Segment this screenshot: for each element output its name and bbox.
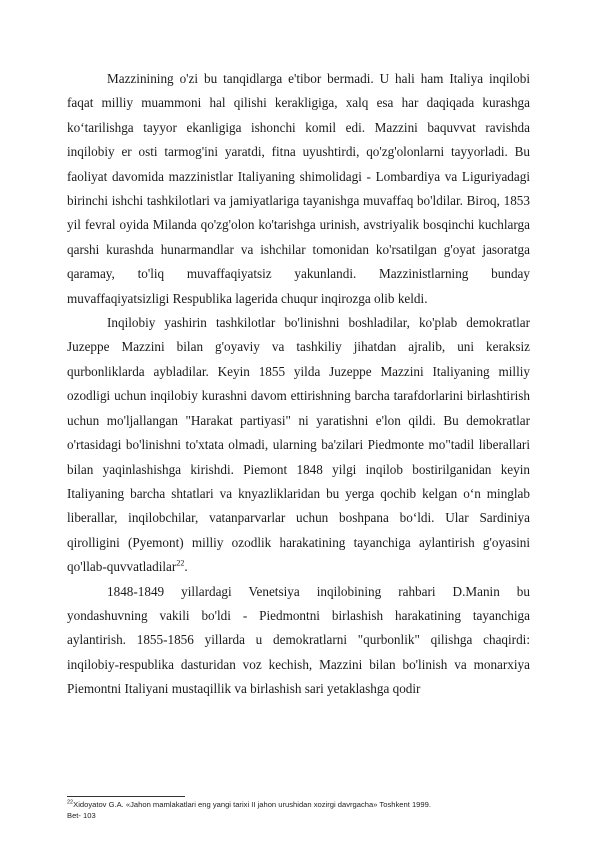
paragraph-2 <box>67 311 530 579</box>
footnote-line-2: Bet- 103 <box>67 811 96 820</box>
paragraph-2-text: Inqilobiy yashirin tashkilotlar bo'linishni boshladilar, ko'plab demokratlar Juzeppe Mazzini bilan g'oyaviy va tashkiliy jihatdan ajralib, uni keraksiz qurbonliklarda aybladilar. Keyin 1855 yilda Juzeppe Mazzini Italiyaning milliy ozodligi uchun inqilobiy kurashni davom ettirishning barcha tarafdorlarini birlashtirish uchun mo'ljallangan "Harakat partiyasi" ni yaratishni e'lon qildi. Bu demokratlar o'rtasidagi bo'linishni to'xtata olmadi, ularning ba'zilari Piedmonte mo"tadil liberallari bilan yaqinlashishga kirishdi. Piemont 1848 yilgi inqilob bostirilganidan keyin Italiyaning barcha shtatlari va knyazliklaridan bu yerga qochib kelgan o‘n minglab liberallar, inqilobchilar, vatanparvarlar uchun boshpana bo‘ldi. Ular Sardiniya qirolligini (Pyemont) milliy ozodlik harakatining tayanchiga aylantirish g'oyasini qo'llab-quvvatladilar <box>67 315 530 575</box>
paragraph-3 <box>67 580 530 702</box>
footnote-citation: Xidoyatov G.A. «Jahon mamlakatlari eng yangi tarixi II jahon urushidan xozirgi davrgacha» Toshkent 1999. <box>73 800 431 809</box>
body-text <box>67 67 530 702</box>
footnote <box>67 799 530 821</box>
footnote-number: 22 <box>67 799 74 806</box>
paragraph-2-tail: . <box>184 559 188 575</box>
footnote-divider <box>67 796 185 797</box>
paragraph-3-text: 1848-1849 yillardagi Venetsiya inqilobining rahbari D.Manin bu yondashuvning vakili bo'ldi - Piedmontni birlashish harakatining tayanchiga aylantirish. 1855-1856 yillarda u demokratlarni "qurbonlik" qilishga chaqirdi: inqilobiy-respublika dasturidan voz kechish, Mazzini bilan bo'linish va monarxiya Piemontni Italiyani mustaqillik va birlashish sari yetaklashga qodir <box>67 583 530 697</box>
footnote-line-1 <box>67 799 530 810</box>
paragraph-1-text: Mazzinining o'zi bu tanqidlarga e'tibor bermadi. U hali ham Italiya inqilobi faqat milliy muammoni hal qilishi kerakligiga, xalq esa har daqiqada kurashga ko‘tarilishga tayyor ekanligiga ishonchi komil edi. Mazzini baquvvat ravishda inqilobiy er osti tarmog'ini yaratdi, fitna uyushtirdi, qo'zg'olonlarni tayyorladi. Bu faoliyat davomida mazzinistlar Italiyaning shimolidagi - Lombardiya va Liguriyadagi birinchi ishchi tashkilotlari va jamiyatlariga tayanishga muvaffaq bo'ldilar. Biroq, 1853 yil fevral oyida Milanda qo'zg'olon ko'tarishga urinish, avstriyalik bosqinchi kuchlarga qarshi kurashda hunarmandlar va ishchilar tomonidan ko'rsatilgan g'oyat jasoratga qaramay, to'liq muvaffaqiyatsiz yakunlandi. Mazzinistlarning bunday muvaffaqiyatsizligi Respublika lagerida chuqur inqirozga olib keldi. <box>67 71 530 306</box>
footnote-reference[interactable]: 22 <box>176 558 185 568</box>
paragraph-1 <box>67 67 530 311</box>
